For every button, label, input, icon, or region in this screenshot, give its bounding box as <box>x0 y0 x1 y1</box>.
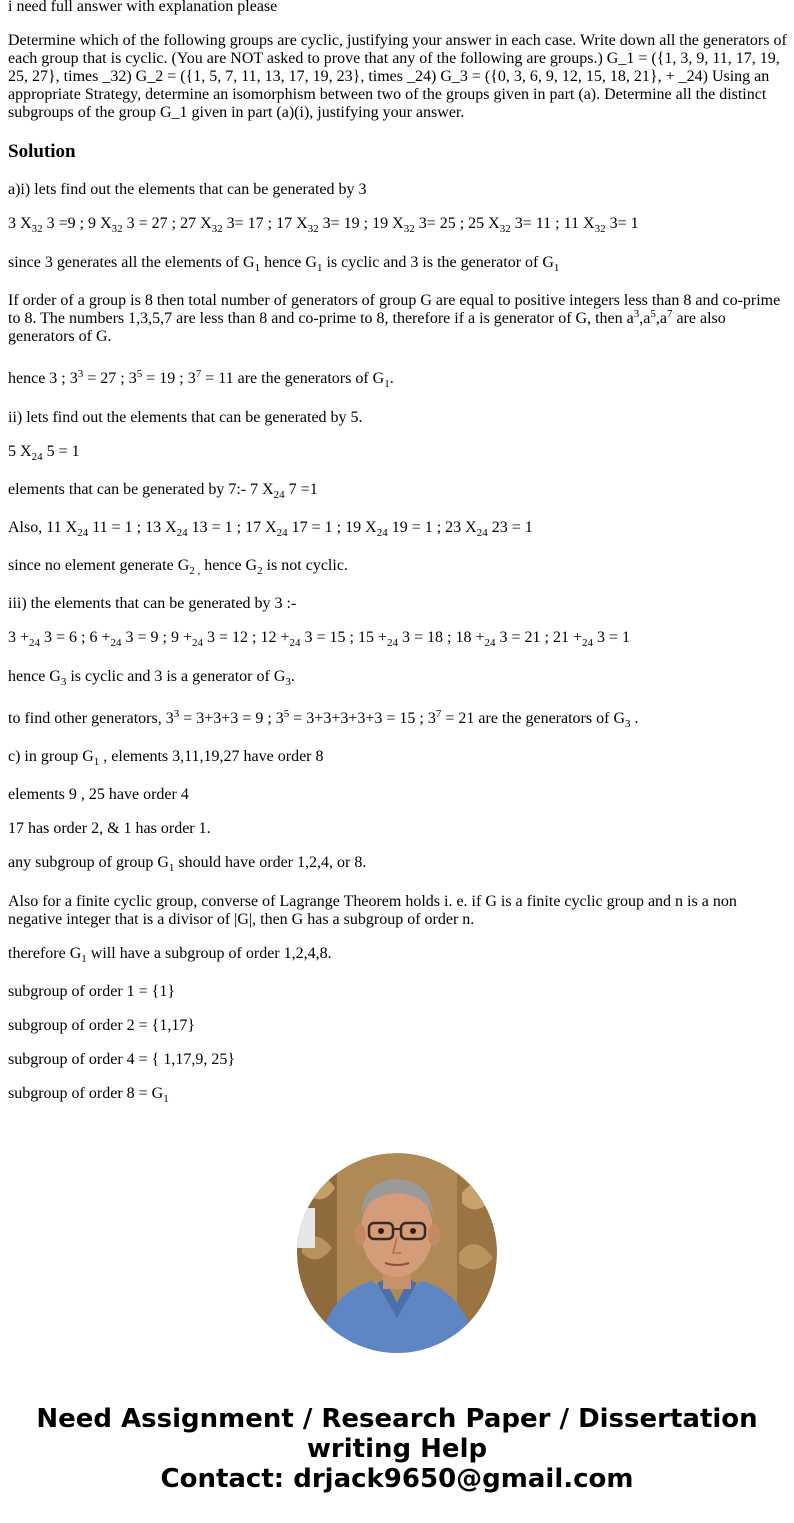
part-c-intro: c) in group $G_1$ , elements 3,11,19,27 have order 8 <box>8 748 324 768</box>
subgroup-order-1: subgroup of order 1 = {1} <box>8 983 176 1000</box>
help-footer <box>0 1404 794 1494</box>
footer-contact-line: Contact: drjack9650@gmail.com <box>160 1464 634 1494</box>
footer-help-line: Need Assignment / Research Paper / Dissertation writing Help <box>36 1404 758 1464</box>
portrait-image <box>297 1153 497 1353</box>
question-request: i need full answer with explanation please <box>8 0 278 15</box>
question-body: Determine which of the following groups are cyclic, justifying your answer in each case. Write down all the generators of each group that is cyclic. (You are NOT asked to prove that any of the following are groups.) G_1 = ({1, 3, 9, 11, 17, 19, 25, 27}, times _32) G_2 = ({1, 5, 7, 11, 13, 17, 19, 23}, times _24) G_3 = ({0, 3, 6, 9, 12, 15, 18, 21}, + _24) Using an appropriate Strategy, determine an isomorphism between two of the groups given in part (a). Determine all the distinct subgroups of the group G_1 given in part (a)(i), justifying your answer. <box>8 32 787 121</box>
part-iii-intro: iii) the elements that can be generated by 3 :- <box>8 595 297 612</box>
equation-7: elements that can be generated by 7:- 7 $X_{24}$ 7 =1 <box>8 481 318 501</box>
subgroup-order-2: subgroup of order 2 = {1,17} <box>8 1017 196 1034</box>
subgroup-order-4: subgroup of order 4 = { 1,17,9, 25} <box>8 1051 236 1068</box>
part-ai-intro: a)i) lets find out the elements that can be generated by 3 <box>8 181 367 198</box>
statement-g1-generators: hence 3 ; $3^3 = 27$ ; $3^5 = 19$ ; $3^7 = 11$ are the generators of $G_1$. <box>8 368 394 390</box>
paragraph-lagrange: Also for a finite cyclic group, converse of Lagrange Theorem holds i. e. if G is a finite cyclic group and n is a non negative integer that is a divisor of |G|, then G has a subgroup of order n. <box>8 893 737 928</box>
statement-g1-cyclic: since 3 generates all the elements of $G_1$ hence $G_1$ is cyclic and 3 is the generator of $G_1$ <box>8 254 560 274</box>
statement-order-4: elements 9 , 25 have order 4 <box>8 786 189 803</box>
author-avatar <box>297 1153 497 1353</box>
equation-5: 5 $X_{24}$ 5 = 1 <box>8 443 80 463</box>
statement-subgroup-orders: any subgroup of group $G_1$ should have order 1,2,4, or 8. <box>8 854 367 874</box>
subgroup-order-8: subgroup of order $8 = G_1$ <box>8 1085 169 1105</box>
paragraph-order-8-generators: If order of a group is 8 then total number of generators of group G are equal to positive integers less than 8 and co-prime to 8. The numbers 1,3,5,7 are less than 8 and co-prime to 8, therefore if a is generator of G, then $a^3,a^5,a^7$ are also generators of G. <box>8 292 781 345</box>
statement-g2-not-cyclic: since no element generate $G_{2 ,}$ hence $G_2$ is not cyclic. <box>8 557 348 577</box>
equation-other-elements: Also, 11 $X_{24}$ 11 = 1 ; 13 $X_{24}$ 13 = 1 ; 17 $X_{24}$ 17 = 1 ; 19 $X_{24}$ 19 = 1 ; 23 $X_{24}$ 23 = 1 <box>8 519 533 539</box>
statement-g3-generators: to find other generators, $3^3 = 3+3+3 = 9$ ; $3^5 = 3+3+3+3+3 = 15$ ; $3^7 = 21$ are the generators of $G_3$ . <box>8 708 639 730</box>
solution-heading: Solution <box>8 141 76 162</box>
statement-order-2: 17 has order 2, & 1 has order 1. <box>8 820 211 837</box>
statement-therefore: therefore $G_1$ will have a subgroup of order 1,2,4,8. <box>8 945 332 965</box>
equation-additive-3: $3 +_{24}$ 3 = 6 ; $6 +_{24}$ 3 = 9 ; $9 +_{24}$ 3 = 12 ; $12 +_{24}$ 3 = 15 ; $15 +_{24}$ 3 = 18 ; $18 +_{24}$ 3 = 21 ; $21 +_{24}$ 3 = 1 <box>8 629 631 649</box>
statement-g3-cyclic: hence $G_3$ is cyclic and 3 is a generator of $G_3$. <box>8 668 295 688</box>
part-ii-intro: ii) lets find out the elements that can be generated by 5. <box>8 409 363 426</box>
equation-powers-of-3: 3 $X_{32}$ 3 =9 ; 9 $X_{32}$ 3 = 27 ; 27 $X_{32}$ 3= 17 ; 17 $X_{32}$ 3= 19 ; 19 $X_{32}$ 3= 25 ; 25 $X_{32}$ 3= 11 ; 11 $X_{32}$ 3= 1 <box>8 215 639 235</box>
